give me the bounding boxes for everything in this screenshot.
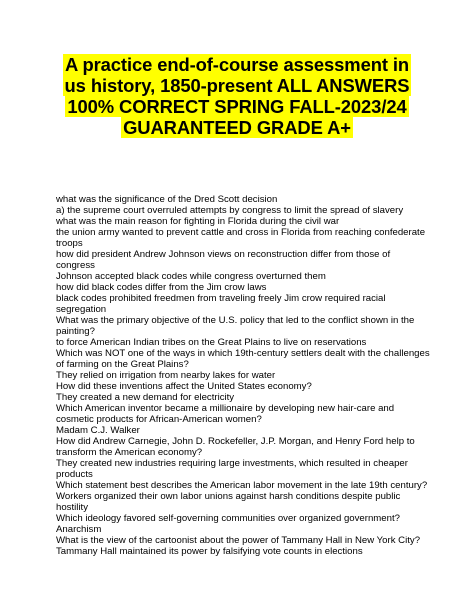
- title-line-text: us history, 1850-present ALL ANSWERS: [64, 75, 410, 96]
- document-title: [50, 54, 424, 138]
- question-text: how did president Andrew Johnson views on reconstruction differ from those of: [56, 249, 391, 260]
- answer-text: Madam C.J. Walker: [56, 425, 140, 436]
- answer-text: troops: [56, 238, 83, 249]
- title-line: [50, 54, 424, 75]
- answer-text: to force American Indian tribes on the Great Plains to live on reservations: [56, 337, 367, 348]
- answer-text: Tammany Hall maintained its power by falsifying vote counts in elections: [56, 546, 363, 557]
- title-line: [50, 96, 424, 117]
- answer-text: products: [56, 469, 93, 480]
- answer-text: segregation: [56, 304, 107, 315]
- question-text: cosmetic products for African-American women?: [56, 414, 262, 425]
- title-line: [50, 75, 424, 96]
- answer-text: They created a new demand for electricity: [56, 392, 235, 403]
- question-text: What was the primary objective of the U.S. policy that led to the conflict shown in the: [56, 315, 415, 326]
- title-line-text: A practice end-of-course assessment in: [64, 54, 410, 75]
- question-text: what was the main reason for fighting in Florida during the civil war: [56, 216, 340, 227]
- question-text: What is the view of the cartoonist about the power of Tammany Hall in New York City?: [56, 535, 421, 546]
- question-text: Which was NOT one of the ways in which 19th-century settlers dealt with the challenges: [56, 348, 430, 359]
- question-text: of farming on the Great Plains?: [56, 359, 189, 370]
- question-answer-list: [56, 194, 430, 557]
- question-text: Which ideology favored self-governing communities over organized government?: [56, 513, 400, 524]
- answer-text: the union army wanted to prevent cattle and cross in Florida from reaching confederate: [56, 227, 426, 238]
- question-text: Which statement best describes the American labor movement in the late 19th century?: [56, 480, 428, 491]
- question-text: Which American inventor became a millionaire by developing new hair-care and: [56, 403, 395, 414]
- title-line-text: GUARANTEED GRADE A+: [123, 117, 351, 138]
- title-line-text: 100% CORRECT SPRING FALL-2023/24: [67, 96, 407, 117]
- question-text: how did black codes differ from the Jim crow laws: [56, 282, 267, 293]
- answer-text: They created new industries requiring large investments, which resulted in cheaper: [56, 458, 408, 469]
- answer-text: hostility: [56, 502, 88, 513]
- question-text: transform the American economy?: [56, 447, 203, 458]
- answer-text: a) the supreme court overruled attempts by congress to limit the spread of slavery: [56, 205, 404, 216]
- title-line: [50, 117, 424, 138]
- question-text: How did these inventions affect the United States economy?: [56, 381, 312, 392]
- question-text: what was the significance of the Dred Scott decision: [56, 194, 278, 205]
- answer-text: They relied on irrigation from nearby lakes for water: [56, 370, 276, 381]
- answer-text: Workers organized their own labor unions against harsh conditions despite public: [56, 491, 401, 502]
- answer-text: black codes prohibited freedmen from traveling freely Jim crow required racial: [56, 293, 386, 304]
- question-text: How did Andrew Carnegie, John D. Rockefeller, J.P. Morgan, and Henry Ford help to: [56, 436, 415, 447]
- question-text: painting?: [56, 326, 95, 337]
- answer-text: Johnson accepted black codes while congress overturned them: [56, 271, 326, 282]
- question-text: congress: [56, 260, 95, 271]
- answer-text: Anarchism: [56, 524, 102, 535]
